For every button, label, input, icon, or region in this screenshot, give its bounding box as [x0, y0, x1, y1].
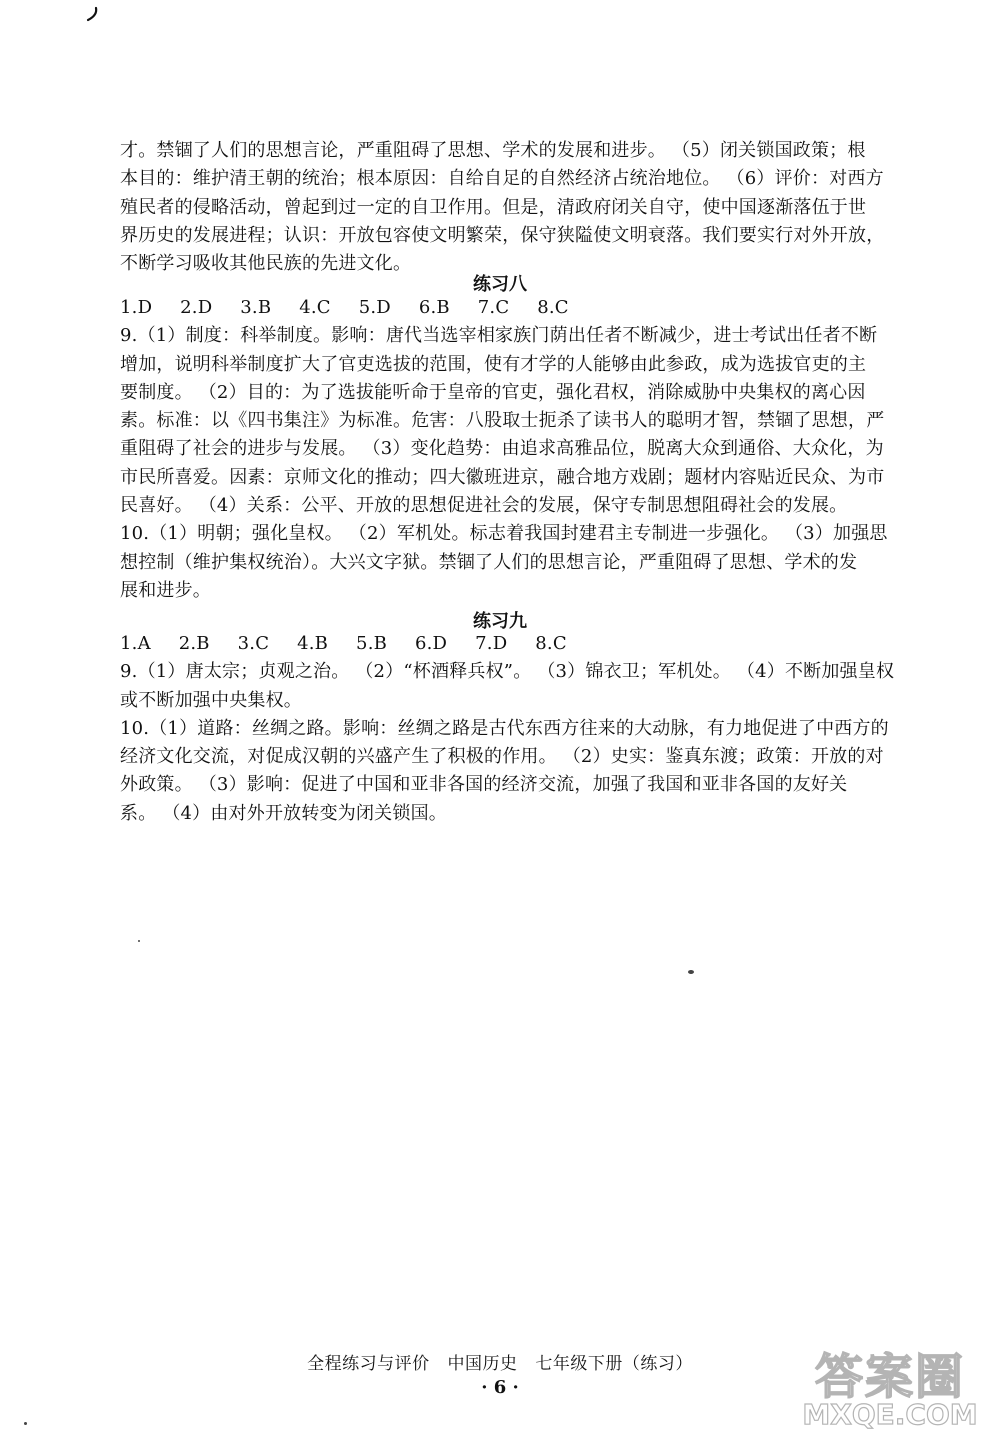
choice-answers-row: [120, 630, 940, 658]
text-line: 10.（1）明朝；强化皇权。 （2）军机处。标志着我国封建君主专制进一步强化。 （3）加强思: [120, 523, 888, 545]
choice-answer: 7.D: [475, 633, 508, 654]
text-line: 重阻碍了社会的进步与发展。 （3）变化趋势：由追求高雅品位，脱离大众到通俗、大众化，为: [120, 438, 884, 460]
page-number: · 6 ·: [481, 1377, 519, 1398]
choice-answer: 4.C: [299, 297, 331, 318]
text-line: 殖民者的侵略活动，曾起到过一定的自卫作用。但是，清政府闭关自守，使中国逐渐落伍于世: [120, 196, 867, 218]
footer-subject: 中国历史: [447, 1354, 518, 1374]
text-line: 外政策。 （3）影响：促进了中国和亚非各国的经济交流，加强了我国和亚非各国的友好关: [120, 774, 848, 796]
text-line: 10.（1）道路：丝绸之路。影响：丝绸之路是古代东西方往来的大动脉，有力地促进了中西方的: [120, 717, 889, 739]
choice-answers-row: [120, 294, 940, 322]
continuation-block: [120, 137, 940, 278]
watermark-logo-text: 答案圈: [814, 1349, 965, 1405]
text-line: 增加，说明科举制度扩大了官吏选拔的范围，使有才学的人能够由此参政，成为选拔官吏的主: [120, 353, 867, 375]
choice-answer: 2.D: [180, 297, 213, 318]
choice-answer: 8.C: [537, 297, 569, 318]
choice-answer: 5.B: [356, 633, 388, 654]
text-line: 系。 （4）由对外开放转变为闭关锁国。: [120, 802, 447, 824]
choice-answer: 5.D: [358, 297, 391, 318]
text-line: 经济文化交流，对促成汉朝的兴盛产生了积极的作用。 （2）史实：鉴真东渡；政策：开放的对: [120, 746, 884, 768]
text-line: 要制度。 （2）目的：为了选拔能听命于皇帝的官吏，强化君权，消除威胁中央集权的离心因: [120, 381, 866, 403]
text-line: 界历史的发展进程；认识：开放包容使文明繁荣，保守狭隘使文明衰落。我们要实行对外开放，: [120, 224, 885, 246]
footer-grade: 七年级下册（练习）: [535, 1354, 693, 1374]
scan-mark-icon: [86, 6, 100, 22]
choice-answer: 8.C: [535, 633, 567, 654]
watermark-url-text: MXQE.COM: [802, 1398, 978, 1431]
exercise-8-heading: 练习八: [473, 274, 527, 295]
footer-book: 全程练习与评价: [307, 1354, 430, 1374]
choice-answer: 1.D: [120, 297, 153, 318]
text-line: 展和进步。: [120, 579, 211, 601]
text-line: 不断学习吸收其他民族的先进文化。: [120, 253, 412, 275]
text-line: 9.（1）唐太宗；贞观之治。 （2）“杯酒释兵权”。 （3）锦衣卫；军机处。 （4）不断加强皇权: [120, 661, 895, 683]
site-watermark: [800, 1338, 980, 1432]
text-line: 素。标准：以《四书集注》为标准。危害：八股取士扼杀了读书人的聪明才智，禁锢了思想，严: [120, 410, 885, 432]
text-line: 民喜好。 （4）关系：公平、开放的思想促进社会的发展，保守专制思想阻碍社会的发展。: [120, 495, 848, 517]
text-line: 才。禁锢了人们的思想言论，严重阻碍了思想、学术的发展和进步。 （5）闭关锁国政策；根: [120, 140, 866, 161]
choice-answer: 4.B: [297, 633, 329, 654]
text-line: 市民所喜爱。因素：京师文化的推动；四大徽班进京，融合地方戏剧；题材内容贴近民众、为市: [120, 466, 885, 488]
choice-answer: 7.C: [477, 297, 510, 318]
choice-answer: 1.A: [120, 633, 151, 654]
text-line: 想控制（维护集权统治）。大兴文字狱。禁锢了人们的思想言论，严重阻碍了思想、学术的发: [120, 551, 858, 573]
text-line: 本目的：维护清王朝的统治；根本原因：自给自足的自然经济占统治地位。 （6）评价：对西方: [120, 168, 884, 190]
choice-answer: 3.C: [237, 633, 270, 654]
scan-speck: [688, 970, 694, 974]
choice-answer: 6.B: [418, 297, 450, 318]
exercise-8-block: [120, 294, 940, 605]
choice-answer: 3.B: [240, 297, 272, 318]
exercise-9-heading: 练习九: [473, 611, 527, 632]
scan-speck: [24, 1422, 27, 1425]
exercise-9-block: [120, 630, 940, 828]
choice-answer: 6.D: [414, 633, 448, 654]
text-line: 或不断加强中央集权。: [120, 689, 302, 711]
text-line: 9.（1）制度：科举制度。影响：唐代当选宰相家族门荫出任者不断减少，进士考试出任者不断: [120, 325, 878, 347]
scan-speck: [138, 940, 140, 942]
choice-answer: 2.B: [178, 633, 210, 654]
